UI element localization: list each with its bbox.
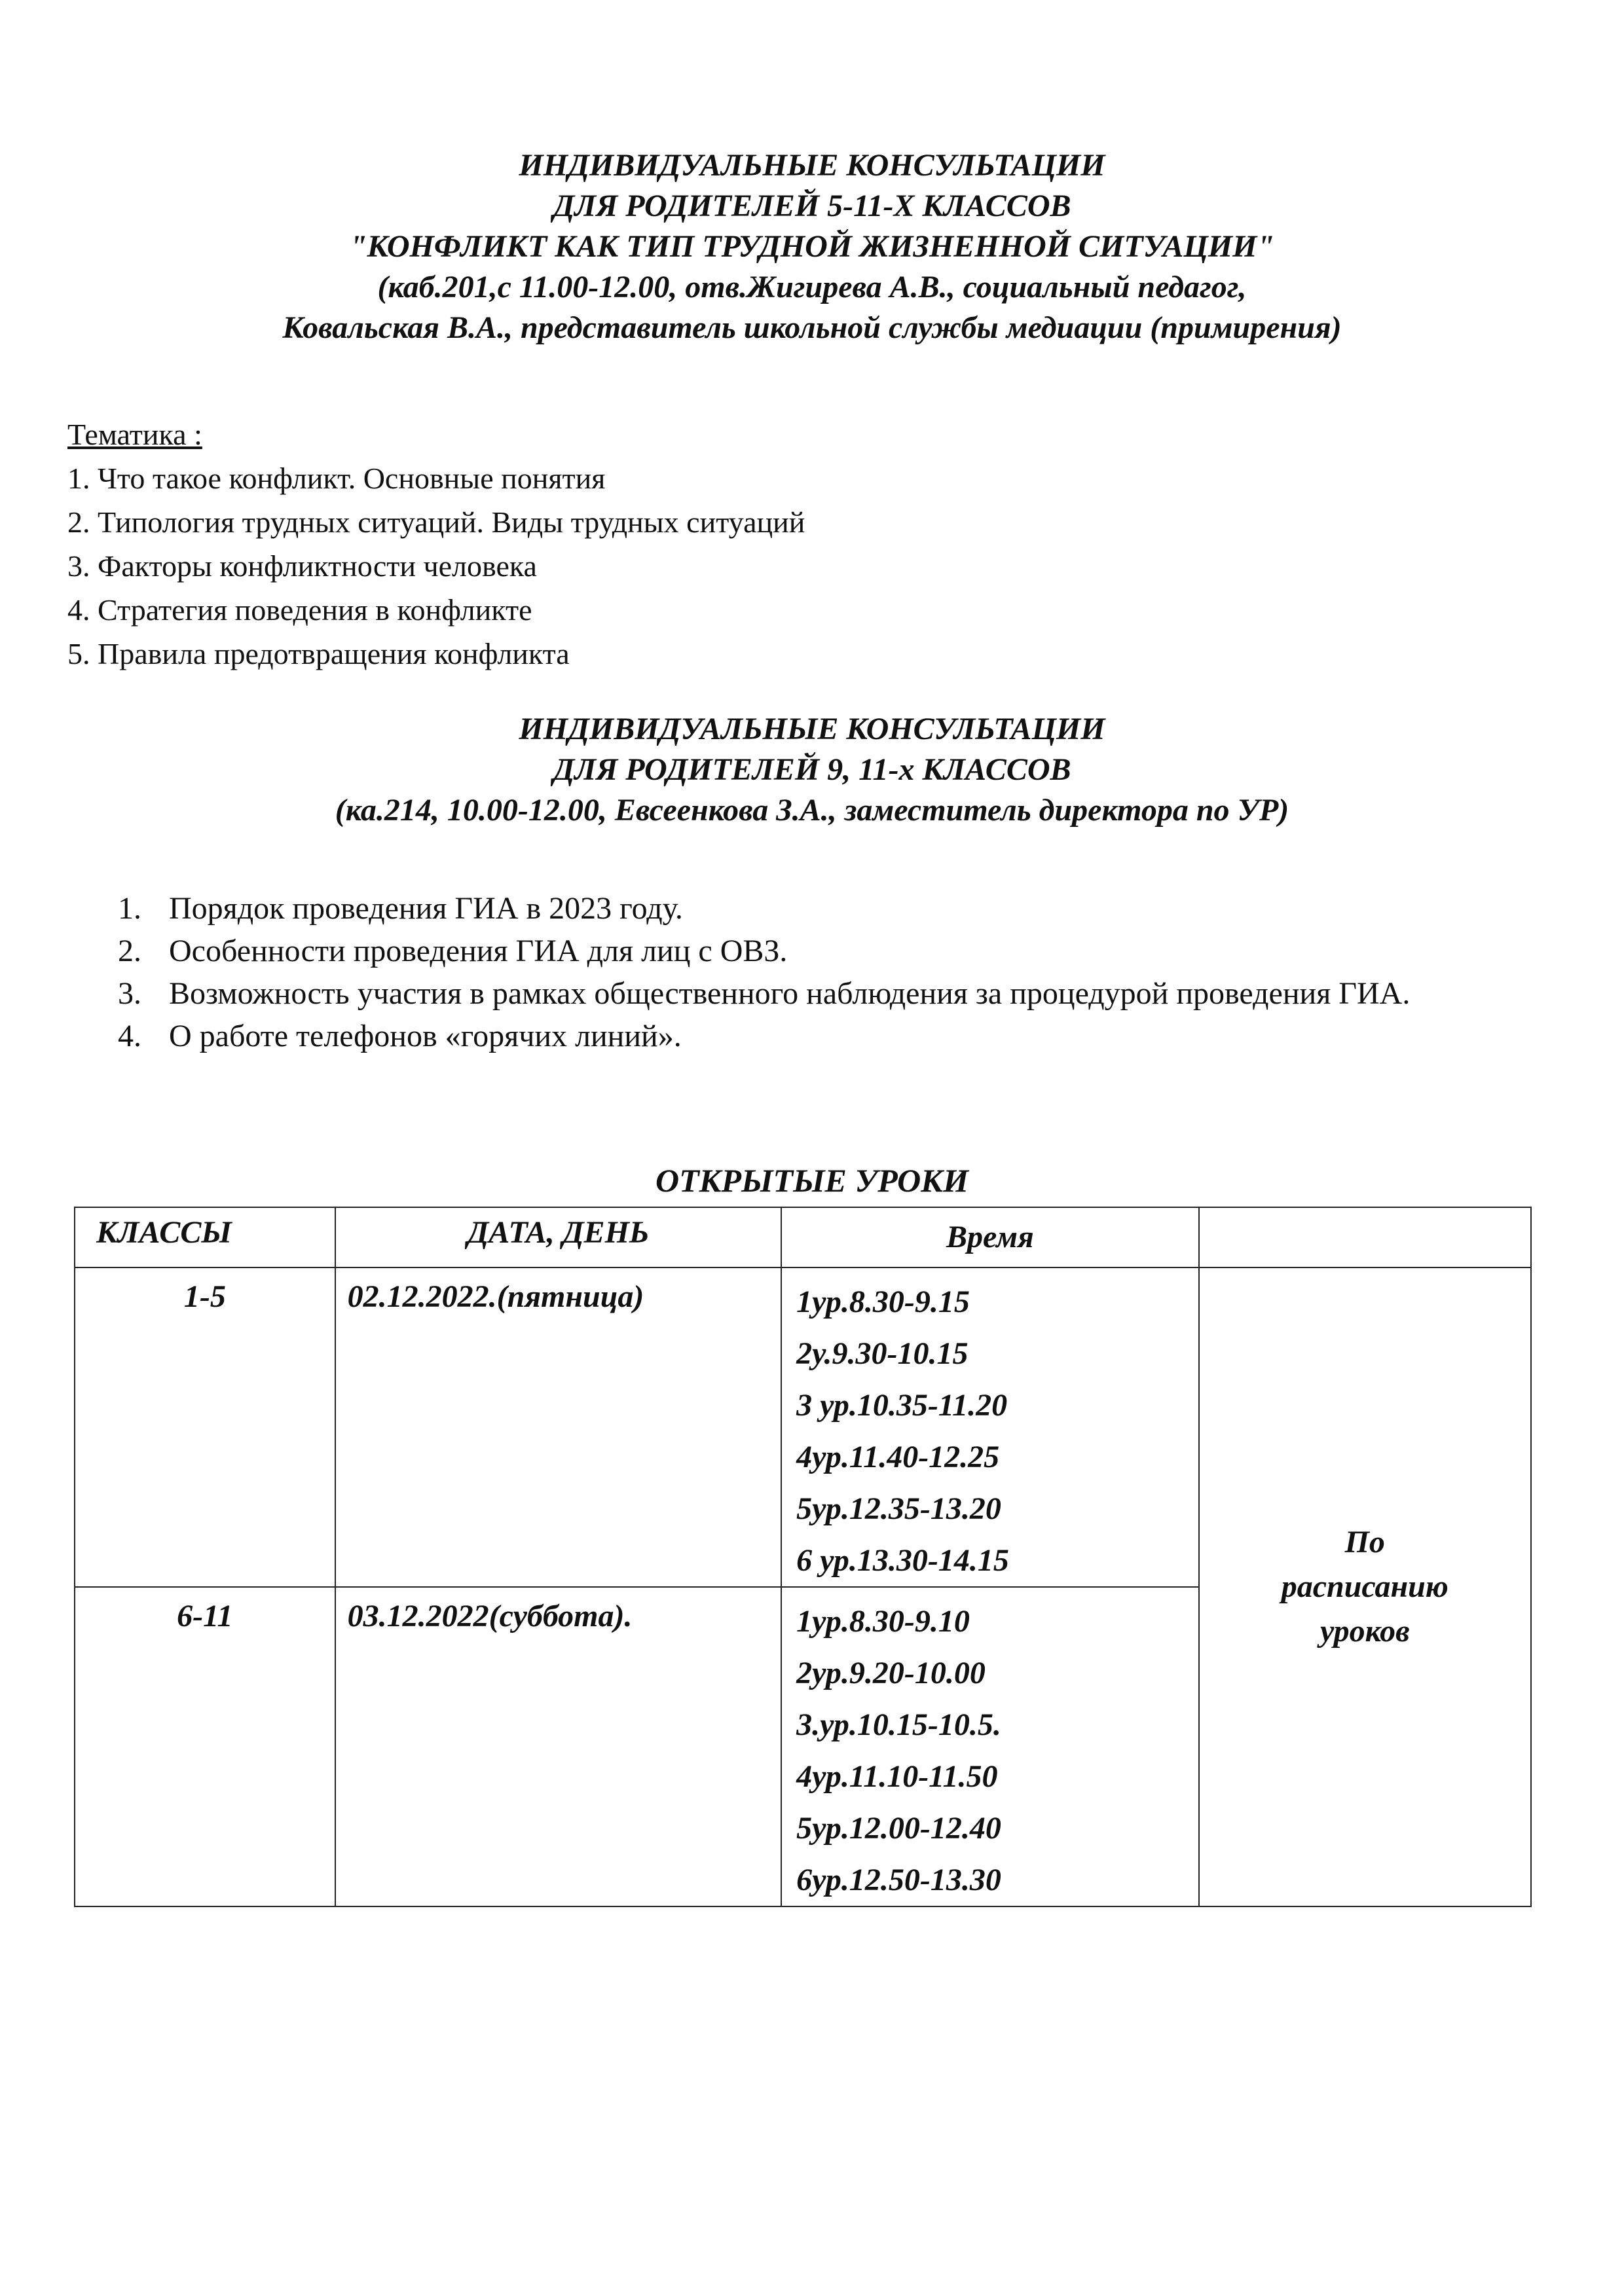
column-header-date: ДАТА, ДЕНЬ — [335, 1207, 782, 1267]
classes-cell: 6-11 — [75, 1587, 335, 1906]
open-lessons-table — [74, 1207, 1532, 1907]
heading-line: ИНДИВИДУАЛЬНЫЕ КОНСУЛЬТАЦИИ — [519, 712, 1105, 746]
date-cell: 03.12.2022(суббота). — [335, 1587, 782, 1906]
heading-line: Ковальская В.А., представитель школьной службы медиации (примирения) — [282, 310, 1342, 345]
lesson-time: 6ур.12.50-13.30 — [796, 1863, 1001, 1897]
heading-line: ДЛЯ РОДИТЕЛЕЙ 9, 11-х КЛАССОВ — [553, 752, 1071, 787]
column-header-note — [1199, 1207, 1531, 1267]
heading-line: ДЛЯ РОДИТЕЛЕЙ 5-11-Х КЛАССОВ — [553, 189, 1071, 223]
list-item-text: О работе телефонов «горячих линий». — [169, 1019, 682, 1053]
open-lessons-title: ОТКРЫТЫЕ УРОКИ — [655, 1162, 969, 1199]
heading-parent-consultations-9-11 — [0, 709, 1624, 831]
topic-item: 3. Факторы конфликтности человека — [67, 549, 537, 583]
schedule-note-line: расписанию — [1281, 1569, 1449, 1604]
table-row — [75, 1267, 1531, 1587]
lesson-time: 2у.9.30-10.15 — [796, 1336, 969, 1371]
list-item — [118, 1015, 1428, 1057]
list-item-number: 3. — [118, 976, 141, 1011]
list-item-text: Возможность участия в рамках общественного наблюдения за процедурой проведения ГИА. — [169, 976, 1411, 1011]
schedule-note-line: уроков — [1320, 1614, 1410, 1649]
lesson-time: 3 ур.10.35-11.20 — [796, 1388, 1008, 1423]
schedule-note-cell — [1199, 1267, 1531, 1906]
heading-line: (ка.214, 10.00-12.00, Евсеенкова З.А., заместитель директора по УР) — [335, 793, 1289, 828]
list-item-text: Особенности проведения ГИА для лиц с ОВЗ. — [169, 934, 788, 968]
list-item-number: 4. — [118, 1019, 141, 1053]
lesson-time: 5ур.12.35-13.20 — [796, 1491, 1001, 1526]
schedule-note-line: По — [1344, 1525, 1385, 1559]
column-header-classes: КЛАССЫ — [75, 1207, 335, 1267]
topic-item: 1. Что такое конфликт. Основные понятия — [67, 462, 606, 495]
topic-item: 5. Правила предотвращения конфликта — [67, 637, 570, 670]
table-header-row — [75, 1207, 1531, 1267]
topic-item: 4. Стратегия поведения в конфликте — [67, 593, 532, 627]
column-header-time: Время — [781, 1207, 1198, 1267]
date-cell: 02.12.2022.(пятница) — [335, 1267, 782, 1587]
list-item — [118, 930, 1428, 972]
list-item — [118, 972, 1428, 1015]
list-item-text: Порядок проведения ГИА в 2023 году. — [169, 891, 683, 926]
times-cell — [781, 1587, 1198, 1906]
list-item — [118, 887, 1428, 930]
lesson-time: 6 ур.13.30-14.15 — [796, 1543, 1009, 1578]
heading-line: (каб.201,с 11.00-12.00, отв.Жигирева А.В., социальный педагог, — [377, 270, 1247, 304]
heading-line: ИНДИВИДУАЛЬНЫЕ КОНСУЛЬТАЦИИ — [519, 148, 1105, 183]
lesson-time: 3.ур.10.15-10.5. — [796, 1707, 1001, 1742]
list-item-number: 2. — [118, 934, 141, 968]
topic-item: 2. Типология трудных ситуаций. Виды трудных ситуаций — [67, 505, 805, 539]
gia-topics-list — [118, 887, 1428, 1057]
topics-list — [67, 412, 805, 676]
heading-parent-consultations-5-11 — [0, 145, 1624, 348]
heading-line: "КОНФЛИКТ КАК ТИП ТРУДНОЙ ЖИЗНЕННОЙ СИТУАЦИИ" — [349, 229, 1275, 264]
lesson-time: 1ур.8.30-9.15 — [796, 1285, 970, 1319]
topics-label: Тематика : — [67, 418, 202, 451]
times-cell — [781, 1267, 1198, 1587]
list-item-number: 1. — [118, 891, 141, 926]
lesson-time: 4ур.11.10-11.50 — [796, 1759, 998, 1794]
lesson-time: 5ур.12.00-12.40 — [796, 1811, 1001, 1846]
lesson-time: 4ур.11.40-12.25 — [796, 1440, 1000, 1474]
lesson-time: 2ур.9.20-10.00 — [796, 1656, 986, 1690]
lesson-time: 1ур.8.30-9.10 — [796, 1604, 970, 1639]
classes-cell: 1-5 — [75, 1267, 335, 1587]
